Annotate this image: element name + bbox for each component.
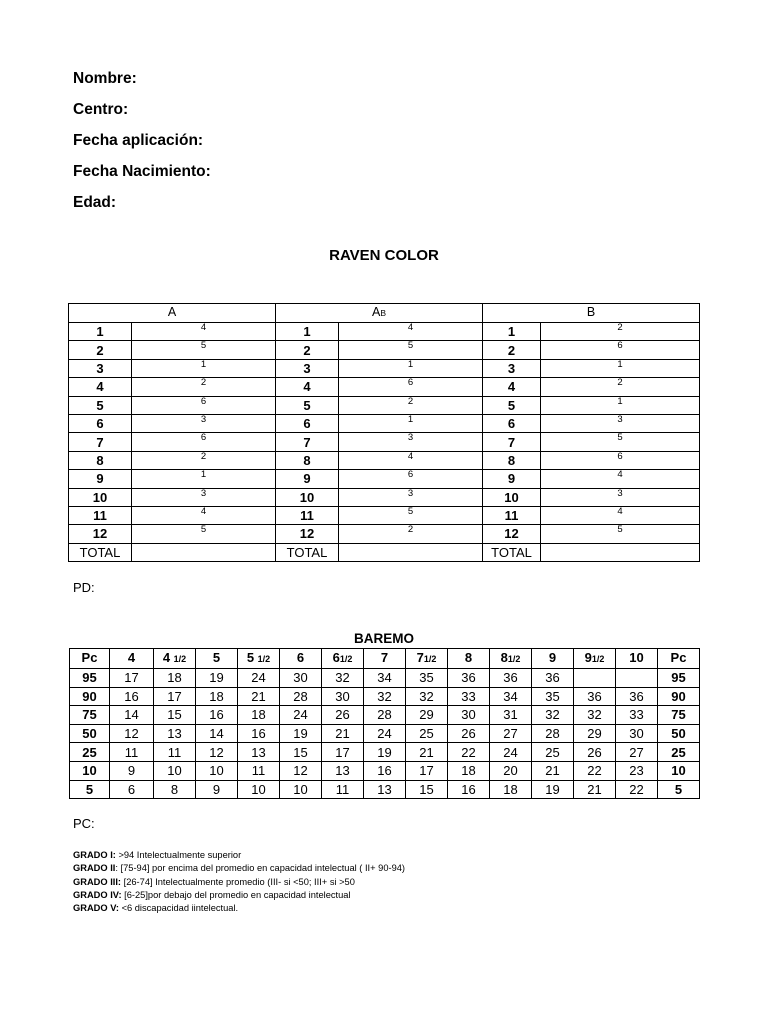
baremo-header-cell: 91/2 <box>574 649 616 669</box>
answer-row <box>69 323 700 341</box>
answer-row <box>69 506 700 524</box>
baremo-cell <box>574 669 616 688</box>
baremo-cell: 18 <box>490 780 532 799</box>
baremo-cell: 36 <box>490 669 532 688</box>
item-number: 5 <box>483 396 541 414</box>
answer-row <box>69 378 700 396</box>
percentile-cell: 50 <box>70 724 110 743</box>
baremo-cell: 10 <box>196 761 238 780</box>
baremo-row <box>70 687 700 706</box>
answer-row <box>69 525 700 543</box>
baremo-cell: 35 <box>406 669 448 688</box>
baremo-cell: 26 <box>322 706 364 725</box>
baremo-cell: 26 <box>448 724 490 743</box>
item-number: 12 <box>276 525 339 543</box>
baremo-cell: 16 <box>364 761 406 780</box>
baremo-cell: 19 <box>532 780 574 799</box>
baremo-cell: 34 <box>490 687 532 706</box>
total-value-cell[interactable] <box>132 543 276 561</box>
item-number: 11 <box>69 506 132 524</box>
answer-cell[interactable]: 6 <box>132 396 276 414</box>
item-number: 6 <box>69 414 132 432</box>
answer-row <box>69 414 700 432</box>
percentile-cell: 25 <box>658 743 700 762</box>
item-number: 10 <box>276 488 339 506</box>
answer-cell[interactable]: 5 <box>541 525 700 543</box>
baremo-cell: 13 <box>364 780 406 799</box>
baremo-cell: 28 <box>532 724 574 743</box>
header-fields <box>73 68 211 223</box>
document-title: RAVEN COLOR <box>329 247 439 264</box>
answer-cell[interactable]: 2 <box>339 396 483 414</box>
item-number: 8 <box>483 451 541 469</box>
field-fecha-nacimiento[interactable]: Fecha Nacimiento: <box>73 163 211 180</box>
baremo-cell: 16 <box>196 706 238 725</box>
grade-label: GRADO III: <box>73 876 122 887</box>
answer-cell[interactable]: 1 <box>339 414 483 432</box>
percentile-cell: 90 <box>658 687 700 706</box>
baremo-cell: 35 <box>532 687 574 706</box>
answer-cell[interactable]: 4 <box>339 323 483 341</box>
item-number: 10 <box>69 488 132 506</box>
item-number: 7 <box>276 433 339 451</box>
grade-legend <box>73 849 405 915</box>
item-number: 1 <box>483 323 541 341</box>
baremo-cell: 6 <box>110 780 154 799</box>
baremo-header-cell: 7 <box>364 649 406 669</box>
baremo-header-cell: 6 <box>280 649 322 669</box>
baremo-cell: 23 <box>616 761 658 780</box>
answer-cell[interactable]: 3 <box>541 414 700 432</box>
answer-cell[interactable]: 2 <box>339 525 483 543</box>
answer-cell[interactable]: 1 <box>132 470 276 488</box>
baremo-cell: 11 <box>238 761 280 780</box>
baremo-header-row <box>70 649 700 669</box>
baremo-title: BAREMO <box>354 631 414 646</box>
baremo-cell: 32 <box>532 706 574 725</box>
item-number: 4 <box>69 378 132 396</box>
percentile-cell: 5 <box>658 780 700 799</box>
baremo-cell: 33 <box>616 706 658 725</box>
baremo-header-cell: Pc <box>70 649 110 669</box>
baremo-cell: 11 <box>322 780 364 799</box>
baremo-cell: 9 <box>110 761 154 780</box>
answer-cell[interactable]: 3 <box>541 488 700 506</box>
item-number: 11 <box>483 506 541 524</box>
total-value-cell[interactable] <box>541 543 700 561</box>
baremo-cell: 13 <box>322 761 364 780</box>
answer-cell[interactable]: 5 <box>339 341 483 359</box>
item-number: 8 <box>276 451 339 469</box>
baremo-header-cell: 10 <box>616 649 658 669</box>
total-row <box>69 543 700 561</box>
baremo-cell: 20 <box>490 761 532 780</box>
baremo-cell: 36 <box>532 669 574 688</box>
answer-cell[interactable]: 1 <box>132 359 276 377</box>
baremo-row <box>70 706 700 725</box>
baremo-cell: 22 <box>574 761 616 780</box>
baremo-cell: 27 <box>490 724 532 743</box>
baremo-cell: 33 <box>448 687 490 706</box>
baremo-cell: 17 <box>110 669 154 688</box>
baremo-cell <box>616 669 658 688</box>
baremo-cell: 13 <box>238 743 280 762</box>
section-header-ab: AB <box>276 304 483 323</box>
baremo-header-cell: Pc <box>658 649 700 669</box>
baremo-row <box>70 761 700 780</box>
answer-row <box>69 488 700 506</box>
baremo-row <box>70 743 700 762</box>
baremo-cell: 12 <box>110 724 154 743</box>
total-value-cell[interactable] <box>339 543 483 561</box>
baremo-cell: 24 <box>364 724 406 743</box>
baremo-cell: 24 <box>238 669 280 688</box>
grade-line <box>73 902 405 915</box>
percentile-cell: 75 <box>70 706 110 725</box>
item-number: 12 <box>69 525 132 543</box>
baremo-cell: 17 <box>406 761 448 780</box>
baremo-cell: 8 <box>154 780 196 799</box>
answer-cell[interactable]: 4 <box>132 506 276 524</box>
item-number: 1 <box>276 323 339 341</box>
answer-cell[interactable]: 1 <box>541 359 700 377</box>
baremo-header-cell: 5 <box>196 649 238 669</box>
grade-line <box>73 849 405 862</box>
total-label: TOTAL <box>276 543 339 561</box>
grade-line <box>73 862 405 875</box>
baremo-cell: 18 <box>154 669 196 688</box>
baremo-cell: 16 <box>110 687 154 706</box>
answer-cell[interactable]: 6 <box>339 470 483 488</box>
answer-cell[interactable]: 5 <box>132 341 276 359</box>
baremo-cell: 34 <box>364 669 406 688</box>
baremo-cell: 11 <box>154 743 196 762</box>
field-centro[interactable]: Centro: <box>73 101 129 118</box>
answer-cell[interactable]: 4 <box>541 506 700 524</box>
item-number: 2 <box>69 341 132 359</box>
baremo-cell: 13 <box>154 724 196 743</box>
baremo-cell: 10 <box>154 761 196 780</box>
baremo-cell: 32 <box>574 706 616 725</box>
item-number: 9 <box>276 470 339 488</box>
baremo-row <box>70 669 700 688</box>
baremo-cell: 32 <box>406 687 448 706</box>
field-edad[interactable]: Edad: <box>73 194 117 211</box>
baremo-cell: 36 <box>448 669 490 688</box>
baremo-header-cell: 81/2 <box>490 649 532 669</box>
baremo-cell: 17 <box>154 687 196 706</box>
baremo-header-cell: 8 <box>448 649 490 669</box>
answer-cell[interactable]: 5 <box>541 433 700 451</box>
baremo-cell: 25 <box>406 724 448 743</box>
item-number: 4 <box>483 378 541 396</box>
baremo-cell: 30 <box>448 706 490 725</box>
baremo-cell: 18 <box>448 761 490 780</box>
baremo-cell: 15 <box>154 706 196 725</box>
baremo-cell: 21 <box>574 780 616 799</box>
section-header-b: B <box>483 304 700 323</box>
item-number: 11 <box>276 506 339 524</box>
baremo-cell: 36 <box>574 687 616 706</box>
field-fecha-aplicacion[interactable]: Fecha aplicación: <box>73 132 204 149</box>
percentile-cell: 50 <box>658 724 700 743</box>
percentile-cell: 25 <box>70 743 110 762</box>
item-number: 9 <box>69 470 132 488</box>
baremo-cell: 30 <box>322 687 364 706</box>
grade-description: [26-74] Intelectualmente promedio (III- si <50; III+ si >50 <box>121 876 355 887</box>
item-number: 6 <box>276 414 339 432</box>
answer-row <box>69 396 700 414</box>
grade-line <box>73 889 405 902</box>
baremo-cell: 18 <box>238 706 280 725</box>
baremo-cell: 19 <box>196 669 238 688</box>
baremo-cell: 30 <box>280 669 322 688</box>
pc-label: PC: <box>73 816 95 831</box>
grade-label: GRADO II <box>73 863 116 874</box>
baremo-cell: 31 <box>490 706 532 725</box>
answer-cell[interactable]: 1 <box>339 359 483 377</box>
section-header-a: A <box>69 304 276 323</box>
grade-description: >94 Intelectualmente superior <box>115 850 242 860</box>
answer-cell[interactable]: 3 <box>132 414 276 432</box>
baremo-header-cell: 71/2 <box>406 649 448 669</box>
baremo-cell: 14 <box>110 706 154 725</box>
answer-row <box>69 451 700 469</box>
baremo-header-cell: 4 1/2 <box>154 649 196 669</box>
item-number: 10 <box>483 488 541 506</box>
percentile-cell: 95 <box>658 669 700 688</box>
answer-cell[interactable]: 3 <box>132 488 276 506</box>
answer-cell[interactable]: 3 <box>339 433 483 451</box>
baremo-row <box>70 724 700 743</box>
baremo-cell: 18 <box>196 687 238 706</box>
baremo-cell: 15 <box>406 780 448 799</box>
answer-table <box>68 303 700 562</box>
answer-cell[interactable]: 4 <box>132 323 276 341</box>
answer-cell[interactable]: 6 <box>132 433 276 451</box>
baremo-cell: 14 <box>196 724 238 743</box>
answer-cell[interactable]: 5 <box>132 525 276 543</box>
percentile-cell: 75 <box>658 706 700 725</box>
baremo-cell: 16 <box>448 780 490 799</box>
answer-cell[interactable]: 4 <box>541 470 700 488</box>
answer-cell[interactable]: 1 <box>541 396 700 414</box>
total-label: TOTAL <box>69 543 132 561</box>
item-number: 9 <box>483 470 541 488</box>
grade-label: GRADO V: <box>73 903 119 914</box>
grade-label: GRADO IV: <box>73 889 122 900</box>
baremo-header-cell: 4 <box>110 649 154 669</box>
baremo-cell: 29 <box>406 706 448 725</box>
item-number: 1 <box>69 323 132 341</box>
grade-line <box>73 876 405 889</box>
baremo-cell: 25 <box>532 743 574 762</box>
answer-cell[interactable]: 2 <box>541 323 700 341</box>
baremo-cell: 30 <box>616 724 658 743</box>
baremo-table <box>69 648 700 799</box>
baremo-cell: 12 <box>196 743 238 762</box>
answer-cell[interactable]: 6 <box>541 451 700 469</box>
item-number: 8 <box>69 451 132 469</box>
percentile-cell: 5 <box>70 780 110 799</box>
baremo-cell: 32 <box>322 669 364 688</box>
answer-row <box>69 359 700 377</box>
grade-description: <6 discapacidad iintelectual. <box>118 903 239 914</box>
item-number: 5 <box>69 396 132 414</box>
baremo-header-cell: 9 <box>532 649 574 669</box>
item-number: 7 <box>483 433 541 451</box>
baremo-cell: 27 <box>616 743 658 762</box>
baremo-cell: 17 <box>322 743 364 762</box>
baremo-cell: 19 <box>364 743 406 762</box>
item-number: 6 <box>483 414 541 432</box>
baremo-cell: 32 <box>364 687 406 706</box>
baremo-cell: 21 <box>532 761 574 780</box>
baremo-cell: 28 <box>280 687 322 706</box>
answer-row <box>69 433 700 451</box>
total-label: TOTAL <box>483 543 541 561</box>
answer-cell[interactable]: 2 <box>132 378 276 396</box>
baremo-cell: 16 <box>238 724 280 743</box>
item-number: 12 <box>483 525 541 543</box>
answer-cell[interactable]: 2 <box>132 451 276 469</box>
baremo-row <box>70 780 700 799</box>
baremo-header-cell: 5 1/2 <box>238 649 280 669</box>
baremo-cell: 36 <box>616 687 658 706</box>
answer-row <box>69 341 700 359</box>
grade-description: : [75-94] por encima del promedio en capacidad intelectual ( II+ 90-94) <box>115 863 406 874</box>
percentile-cell: 10 <box>658 761 700 780</box>
baremo-cell: 11 <box>110 743 154 762</box>
baremo-cell: 24 <box>280 706 322 725</box>
percentile-cell: 95 <box>70 669 110 688</box>
percentile-cell: 90 <box>70 687 110 706</box>
baremo-cell: 12 <box>280 761 322 780</box>
baremo-cell: 9 <box>196 780 238 799</box>
answer-cell[interactable]: 6 <box>339 378 483 396</box>
item-number: 3 <box>483 359 541 377</box>
item-number: 3 <box>69 359 132 377</box>
baremo-cell: 21 <box>238 687 280 706</box>
answer-cell[interactable]: 4 <box>339 451 483 469</box>
baremo-cell: 24 <box>490 743 532 762</box>
baremo-cell: 10 <box>280 780 322 799</box>
answer-cell[interactable]: 2 <box>541 378 700 396</box>
answer-cell[interactable]: 6 <box>541 341 700 359</box>
field-nombre[interactable]: Nombre: <box>73 70 137 87</box>
baremo-cell: 26 <box>574 743 616 762</box>
item-number: 2 <box>483 341 541 359</box>
baremo-cell: 21 <box>322 724 364 743</box>
baremo-cell: 22 <box>616 780 658 799</box>
baremo-cell: 22 <box>448 743 490 762</box>
baremo-cell: 29 <box>574 724 616 743</box>
pd-label: PD: <box>73 580 95 595</box>
grade-label: GRADO I: <box>73 850 116 860</box>
answer-cell[interactable]: 5 <box>339 506 483 524</box>
item-number: 2 <box>276 341 339 359</box>
baremo-cell: 21 <box>406 743 448 762</box>
percentile-cell: 10 <box>70 761 110 780</box>
item-number: 3 <box>276 359 339 377</box>
answer-cell[interactable]: 3 <box>339 488 483 506</box>
item-number: 4 <box>276 378 339 396</box>
item-number: 7 <box>69 433 132 451</box>
baremo-cell: 28 <box>364 706 406 725</box>
baremo-cell: 10 <box>238 780 280 799</box>
baremo-cell: 19 <box>280 724 322 743</box>
grade-description: [6-25]por debajo del promedio en capacidad intelectual <box>121 889 351 900</box>
baremo-cell: 15 <box>280 743 322 762</box>
baremo-header-cell: 61/2 <box>322 649 364 669</box>
answer-row <box>69 470 700 488</box>
item-number: 5 <box>276 396 339 414</box>
